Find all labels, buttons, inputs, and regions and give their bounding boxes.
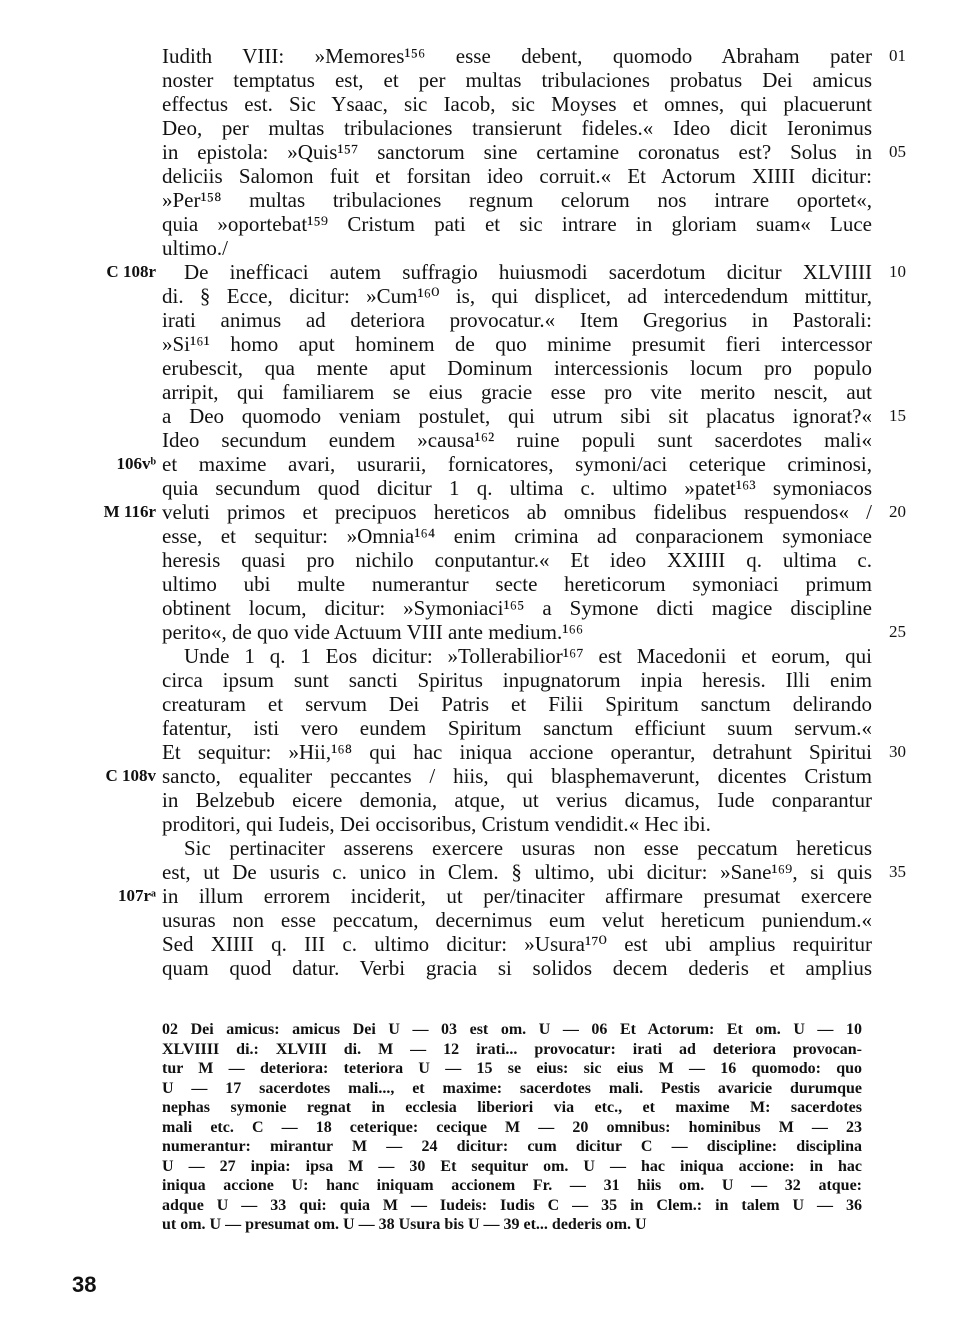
text-line: obtinent locum, dicitur: »Symoniaci¹⁶⁵ a Symone dicti magice discipline (162, 596, 872, 620)
text-line: di. § Ecce, dicitur: »Cum¹⁶⁰ is, qui displicet, ad intercedendum mittitur, (162, 284, 872, 308)
apparatus-line: numerantur: mirantur M — 24 dicitur: cum dicitur C — discipline: disciplina (162, 1138, 862, 1155)
text-line: »Per¹⁵⁸ multas tribulaciones regnum celorum nos intrare oportet«, (162, 188, 872, 212)
line-number: 25 (889, 622, 906, 641)
text-line: quia secundum quod dicitur 1 q. ultima c. ultimo »patet¹⁶³ symoniacos (162, 476, 872, 500)
apparatus-line: ut om. U — presumat om. U — 38 Usura bis U — 39 et... dederis om. U (162, 1216, 647, 1233)
apparatus-line: U — 17 sacerdotes mali..., et maxime: sacerdotes mali. Pestis avaricie durumque (162, 1079, 862, 1097)
line-number: 10 (889, 262, 906, 281)
text-line: heresis quasi pro nichilo conputantur.« Et ideo XXIIII q. ultima c. (162, 548, 872, 572)
apparatus-line: tur M — deteriora: teteriora U — 15 se eius: sic eius M — 16 quomodo: quo (162, 1060, 862, 1077)
text-line: quam quod datur. Verbi gracia si solidos decem dederis et amplius (162, 956, 872, 980)
text-line: irati animus ad deteriora provocatur.« Item Gregorius in Pastorali: (162, 308, 872, 332)
text-line: in Belzebub eicere demonia, atque, ut verius dicamus, Iude conparantur (162, 788, 872, 812)
text-line: est, ut De usuris c. unico in Clem. § ultimo, ubi dicitur: »Sane¹⁶⁹, si quis (162, 860, 872, 884)
apparatus-line: 02 Dei amicus: amicus Dei U — 03 est om. U — 06 Et Actorum: Et om. U — 10 (162, 1021, 862, 1038)
text-line: Deo, per multas tribulaciones transierunt fideles.« Ideo dicit Ieronimus (162, 116, 872, 140)
text-line: esse, et sequitur: »Omnia¹⁶⁴ enim crimina ad conparacionem symoniace (162, 524, 872, 548)
critical-apparatus (162, 1020, 862, 1235)
apparatus-line: adque U — 33 qui: quia M — Iudeis: Iudis C — 35 in Clem.: in talem U — 36 (162, 1196, 862, 1214)
folio-mark: 107rᵃ (117, 886, 156, 905)
line-number: 20 (889, 502, 906, 521)
line-number: 15 (889, 406, 906, 425)
text-line: erubescit, qua mente aput Dominum intercessionis locum pro populo (162, 356, 872, 380)
text-line: ultimo./ (162, 236, 228, 260)
apparatus-line: nephas symonie regnat in ecclesia liberiori via etc., et maxime M: sacerdotes (162, 1099, 862, 1116)
apparatus-line: iniqua accione U: hanc iniquam accionem Fr. — 31 hiis om. U — 32 atque: (162, 1177, 862, 1194)
apparatus-line: U — 27 inpia: ipsa M — 30 Et sequitur om. U — hac iniqua accione: in hac (162, 1157, 862, 1175)
text-line: a Deo quomodo veniam postulet, qui utrum sibi sit placatus ignorat?« (162, 404, 872, 428)
text-line: effectus est. Sic Ysaac, sic Iacob, sic Moyses et omnes, qui placuerunt (162, 92, 872, 116)
text-line: creaturam et servum Dei Patris et Filii Spiritum sanctum delirando (162, 692, 872, 716)
page-number: 38 (72, 1272, 97, 1297)
text-line: deliciis Salomon fuit et forsitan ideo corruit.« Et Actorum XIIII dicitur: (162, 164, 872, 188)
apparatus-line: XLVIIII di.: XLVIII di. M — 12 irati... provocatur: irati ad deteriora provocan- (162, 1040, 862, 1058)
text-line: Unde 1 q. 1 Eos dicitur: »Tollerabilior¹⁶⁷ est Macedonii et eorum, qui (184, 644, 872, 668)
text-line: De inefficaci autem suffragio huiusmodi sacerdotum dicitur XLVIIII (184, 260, 872, 284)
folio-mark: C 108r (106, 262, 156, 281)
line-number: 05 (889, 142, 906, 161)
text-line: noster temptatus est, et per multas tribulaciones probatus Dei amicus (162, 68, 872, 92)
text-line: Et sequitur: »Hii,¹⁶⁸ qui hac iniqua accione operantur, detrahunt Spiritui (162, 740, 872, 764)
text-line: perito«, de quo vide Actuum VIII ante medium.¹⁶⁶ (162, 620, 584, 644)
line-number: 01 (889, 46, 906, 65)
text-line: ultimo ubi multe numerantur secte hereticorum symoniaci primum (162, 572, 872, 596)
text-line: Ideo secundum eundem »causa¹⁶² ruine populi sunt sacerdotes mali« (162, 428, 872, 452)
folio-mark: M 116r (103, 502, 156, 521)
line-number: 30 (889, 742, 906, 761)
text-line: Iudith VIII: »Memores¹⁵⁶ esse debent, quomodo Abraham pater (162, 44, 872, 68)
text-line: veluti primos et precipuos hereticos ab omnibus fidelibus respuendos« / (162, 500, 872, 524)
text-line: »Si¹⁶¹ homo aput hominem de quo minime presumit fieri intercessor (162, 332, 872, 356)
folio-mark: 106vᵇ (116, 454, 156, 473)
text-line: Sic pertinaciter asserens exercere usuras non esse peccatum hereticus (184, 836, 872, 860)
text-line: arripit, qui familiarem se eius gracie esse pro vite merito nescit, aut (162, 380, 872, 404)
text-line: usuras non esse peccatum, decernimus eum velut hereticum puniendum.« (162, 908, 872, 932)
text-line: circa ipsum sunt sancti Spiritus inpugnatorum inpia heresis. Illi enim (162, 668, 872, 692)
text-line: in epistola: »Quis¹⁵⁷ sanctorum sine certamine coronatus est? Solus in (162, 140, 872, 164)
folio-mark: C 108v (105, 766, 156, 785)
text-line: et maxime avari, usurarii, fornicatores, symoni/aci ceterique criminosi, (162, 452, 872, 476)
text-line: fatentur, isti vero eundem Spiritum sanctum efficiunt suum servum.« (162, 716, 872, 740)
text-line: sancto, equaliter peccantes / hiis, qui blasphemaverunt, dicentes Cristum (162, 764, 872, 788)
text-line: proditori, qui Iudeis, Dei occisoribus, Cristum vendidit.« Hec ibi. (162, 812, 711, 836)
text-line: Sed XIIII q. III c. ultimo dicitur: »Usura¹⁷⁰ est ubi amplius requiritur (162, 932, 872, 956)
text-line: in illum errorem inciderit, ut per/tinaciter affirmare presumat exercere (162, 884, 872, 908)
apparatus-line: mali etc. C — 18 ceterique: cecique M — 20 omnibus: hominibus M — 23 (162, 1118, 862, 1136)
text-line: quia »oportebat¹⁵⁹ Cristum pati et sic intrare in gloriam suam« Luce (162, 212, 872, 236)
line-number: 35 (889, 862, 906, 881)
